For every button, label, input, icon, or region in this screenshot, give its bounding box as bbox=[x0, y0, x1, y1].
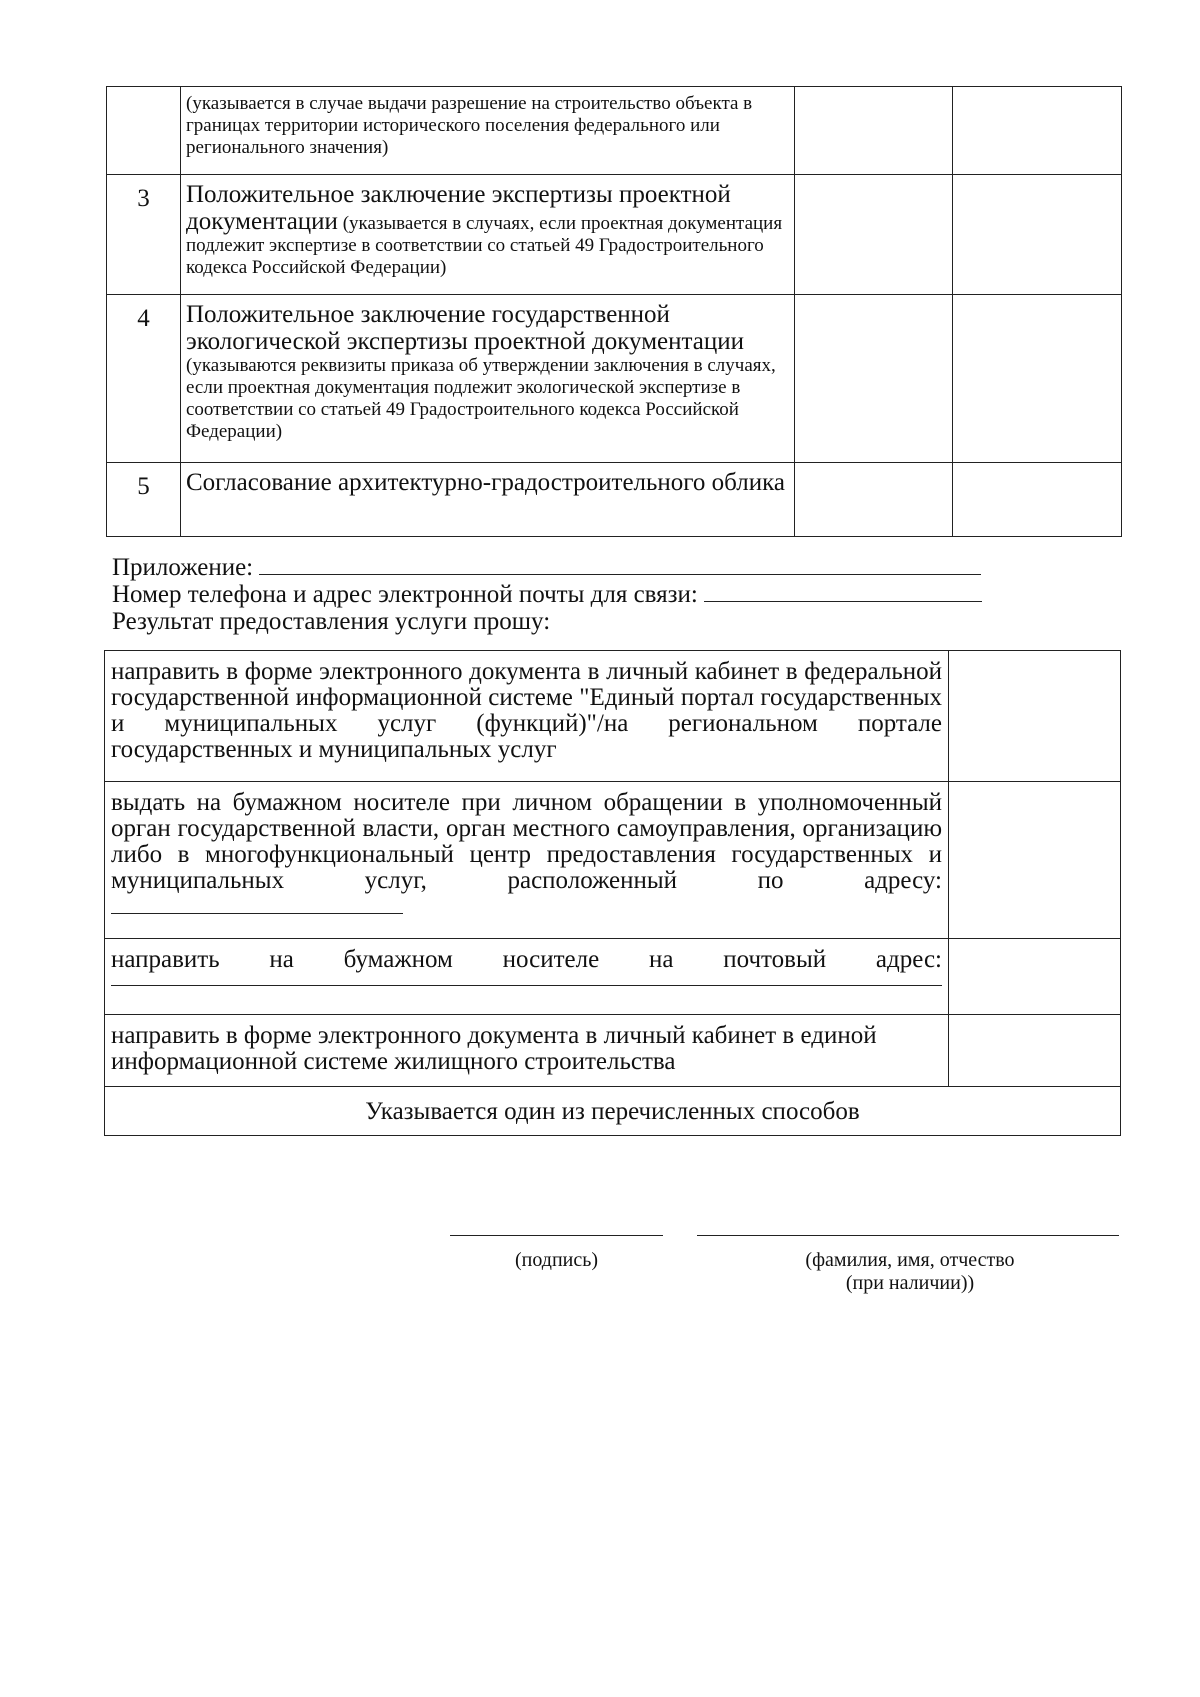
result-option-cell bbox=[105, 782, 949, 939]
contact-line bbox=[112, 581, 982, 608]
contact-label: Номер телефона и адрес электронной почты для связи: bbox=[112, 581, 698, 608]
document-note: (указывается в случаях, если проектная документация подлежит экспертизе в соответствии со статьей 49 Градостроительного кодекса Российской Федерации) bbox=[186, 213, 783, 278]
document-title: Согласование архитектурно-градостроительного облика bbox=[186, 469, 785, 496]
result-footer-row bbox=[105, 1087, 1121, 1136]
result-option-checkbox[interactable] bbox=[949, 651, 1121, 782]
result-line bbox=[112, 608, 982, 635]
table-row bbox=[107, 87, 1122, 175]
address-field[interactable] bbox=[111, 895, 403, 914]
document-mark-cell[interactable] bbox=[953, 175, 1122, 295]
result-option-text: выдать на бумажном носителе при личном обращении в уполномоченный орган государственной власти, орган местного самоуправления, организацию либо в многофункциональный центр предоставления государственных и муниципальных услуг, расположенный по адресу: bbox=[111, 789, 942, 894]
attachment-line bbox=[112, 554, 982, 581]
full-name-label-line2: (при наличии)) bbox=[845, 1272, 975, 1294]
result-option-checkbox[interactable] bbox=[949, 939, 1121, 1015]
document-mark-cell[interactable] bbox=[953, 87, 1122, 175]
document-mark-cell[interactable] bbox=[953, 295, 1122, 463]
result-label: Результат предоставления услуги прошу: bbox=[112, 608, 551, 635]
result-footer-note: Указывается один из перечисленных способов bbox=[105, 1087, 1121, 1136]
document-title: Положительное заключение государственной экологической экспертизы проектной документации bbox=[186, 301, 744, 355]
full-name-label bbox=[760, 1249, 1060, 1295]
row-number: 4 bbox=[107, 295, 181, 463]
document-details-cell[interactable] bbox=[795, 87, 953, 175]
result-option-cell bbox=[105, 939, 949, 1015]
result-option-checkbox[interactable] bbox=[949, 1015, 1121, 1087]
result-option-text: направить в форме электронного документа в личный кабинет в федеральной государственной информационной системе "Единый портал государственных и муниципальных услуг (функций)"/на региональном портале государственных и муниципальных услуг bbox=[105, 651, 949, 782]
postal-address-field[interactable] bbox=[111, 975, 942, 986]
result-option-row bbox=[105, 651, 1121, 782]
full-name-label-line1: (фамилия, имя, отчество bbox=[805, 1249, 1015, 1271]
attachment-field[interactable] bbox=[259, 556, 981, 575]
row-number: 5 bbox=[107, 463, 181, 537]
signature-line[interactable] bbox=[450, 1235, 663, 1236]
signature-label: (подпись) bbox=[514, 1249, 599, 1271]
result-options-table bbox=[104, 650, 1121, 1136]
table-row bbox=[107, 175, 1122, 295]
result-option-row bbox=[105, 939, 1121, 1015]
result-option-row bbox=[105, 782, 1121, 939]
document-name-cell bbox=[181, 175, 795, 295]
document-name-cell bbox=[181, 87, 795, 175]
result-option-checkbox[interactable] bbox=[949, 782, 1121, 939]
attachment-label: Приложение: bbox=[112, 554, 254, 581]
document-mark-cell[interactable] bbox=[953, 463, 1122, 537]
row-number bbox=[107, 87, 181, 175]
contact-field[interactable] bbox=[704, 583, 982, 602]
document-name-cell bbox=[181, 295, 795, 463]
documents-table bbox=[106, 86, 1122, 537]
form-lines bbox=[112, 554, 982, 635]
row-number: 3 bbox=[107, 175, 181, 295]
result-option-row bbox=[105, 1015, 1121, 1087]
result-option-text: направить в форме электронного документа в личный кабинет в единой информационной системе жилищного строительства bbox=[105, 1015, 949, 1087]
table-row bbox=[107, 463, 1122, 537]
document-title: Положительное заключение экспертизы проектной документации bbox=[186, 181, 731, 235]
document-details-cell[interactable] bbox=[795, 295, 953, 463]
result-option-text: направить на бумажном носителе на почтовый адрес: bbox=[111, 946, 942, 973]
document-note: (указываются реквизиты приказа об утверждении заключения в случаях, если проектная документация подлежит экологической экспертизе в соответствии со статьей 49 Градостроительного кодекса Российской Федерации) bbox=[186, 355, 776, 442]
document-name-cell bbox=[181, 463, 795, 537]
table-row bbox=[107, 295, 1122, 463]
document-note: (указывается в случае выдачи разрешение на строительство объекта в границах территории исторического поселения федерального или регионального значения) bbox=[186, 93, 753, 158]
document-details-cell[interactable] bbox=[795, 175, 953, 295]
full-name-line[interactable] bbox=[697, 1235, 1119, 1236]
document-details-cell[interactable] bbox=[795, 463, 953, 537]
